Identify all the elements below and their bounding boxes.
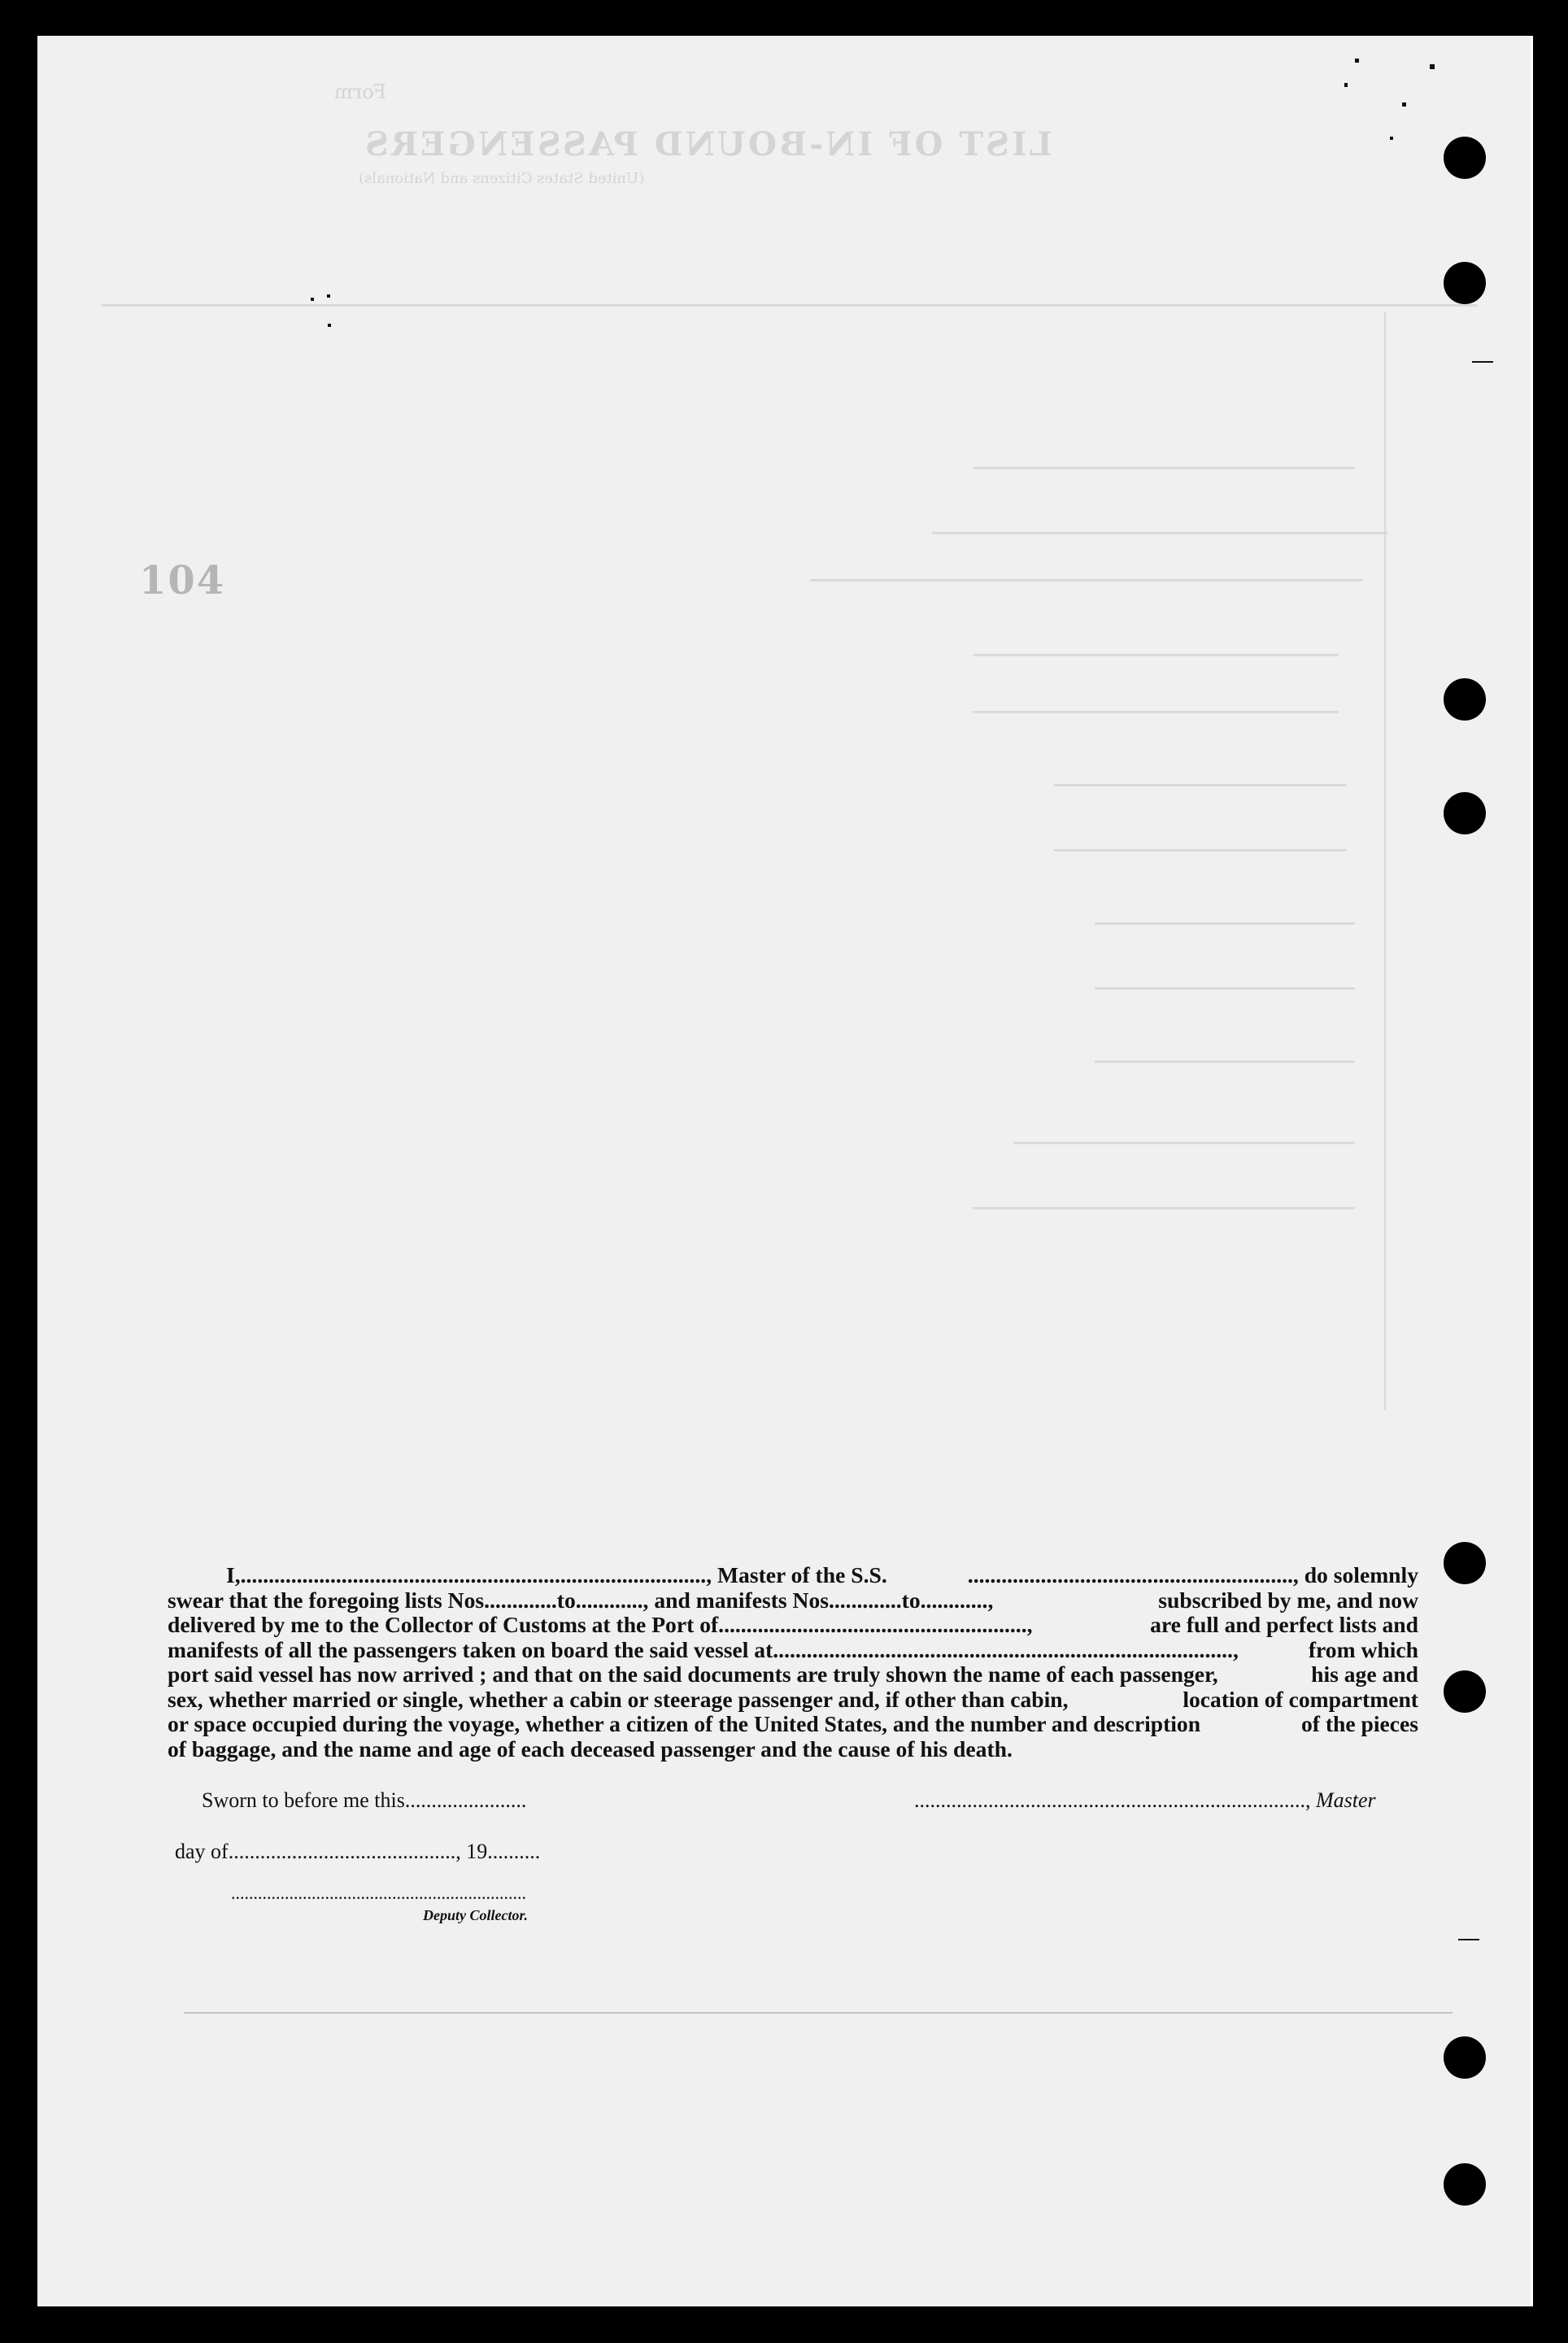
reverse-row (973, 711, 1339, 713)
oath-text: port said vessel has now arrived ; and that on the said documents are truly shown the name of each passenger, (168, 1661, 1218, 1687)
oath-text: subscribed by me, and now (1158, 1587, 1418, 1613)
reverse-form-label: Form (334, 81, 387, 103)
reverse-row (1054, 849, 1347, 851)
day-of-line: day of..........................................., 19.......... (175, 1840, 541, 1863)
oath-text: from which (1308, 1636, 1418, 1662)
sworn-before-line: Sworn to before me this....................... (202, 1788, 527, 1812)
reverse-row (1054, 784, 1347, 786)
masters-oath (168, 1563, 1418, 1762)
oath-line (168, 1712, 1418, 1737)
reverse-row (810, 579, 1363, 581)
punch-hole (1444, 262, 1486, 304)
speck (327, 294, 330, 298)
document-page (37, 36, 1533, 2306)
oath-line (168, 1638, 1418, 1663)
reverse-row (932, 532, 1387, 534)
oath-text: .........................................................., do solemnly (967, 1562, 1418, 1587)
oath-line (168, 1737, 1418, 1762)
margin-page-number: 104 (139, 558, 226, 603)
form-top-rule (101, 304, 1451, 306)
reverse-row (1013, 1142, 1355, 1144)
punch-hole (1444, 2036, 1486, 2079)
oath-text: delivered by me to the Collector of Customs at the Port of......................................................., (168, 1612, 1033, 1637)
oath-line (168, 1613, 1418, 1638)
reverse-row (1095, 1060, 1355, 1063)
reverse-subtitle: (United States Citizens and Nationals) (359, 170, 645, 187)
oath-line (168, 1688, 1418, 1713)
oath-text: location of compartment (1183, 1686, 1418, 1712)
oath-text: sex, whether married or single, whether a cabin or steerage passenger and, if other than cabin, (168, 1686, 1069, 1712)
master-signature-dots: .........................................................................., (914, 1788, 1311, 1812)
punch-hole (1444, 1670, 1486, 1713)
oath-text: swear that the foregoing lists Nos.............to............, and manifests Nos.............to............, (168, 1587, 994, 1613)
reverse-row (973, 467, 1355, 469)
speck (1430, 64, 1435, 69)
master-signature-line (914, 1788, 1376, 1813)
punch-hole (1444, 1542, 1486, 1584)
speck (1402, 102, 1406, 107)
oath-text: or space occupied during the voyage, whether a citizen of the United States, and the number and description (168, 1711, 1201, 1736)
speck (1344, 83, 1348, 87)
punch-hole (1444, 678, 1486, 721)
speck (1472, 361, 1493, 363)
punch-hole (1444, 792, 1486, 834)
speck (328, 324, 331, 327)
reverse-row (1095, 987, 1355, 990)
oath-line (168, 1662, 1418, 1688)
form-bottom-rule (184, 2012, 1453, 2014)
reverse-row (973, 654, 1339, 656)
deputy-signature-dots: .................................................................. (231, 1883, 526, 1903)
speck (311, 298, 314, 301)
speck (1390, 137, 1393, 140)
punch-hole (1444, 2163, 1486, 2206)
reverse-row (973, 1207, 1355, 1209)
master-label: Master (1316, 1788, 1376, 1812)
oath-text: are full and perfect lists and (1150, 1612, 1418, 1637)
oath-line (168, 1563, 1418, 1588)
oath-text: his age and (1311, 1661, 1418, 1687)
form-right-rule (1384, 312, 1386, 1410)
reverse-title: LIST OF IN-BOUND PASSENGERS (363, 125, 1052, 163)
oath-text: of baggage, and the name and age of each deceased passenger and the cause of his death. (168, 1735, 1013, 1762)
speck (1355, 59, 1359, 63)
oath-text: manifests of all the passengers taken on board the said vessel at.................................................................................., (168, 1636, 1239, 1662)
deputy-collector-label: Deputy Collector. (423, 1907, 528, 1923)
reverse-row (1095, 922, 1355, 925)
oath-text: I,..................................................................................., Master of the S.S. (226, 1562, 887, 1587)
oath-text: of the pieces (1300, 1711, 1418, 1736)
punch-hole (1444, 137, 1486, 179)
oath-line (168, 1588, 1418, 1614)
speck (1458, 1939, 1479, 1940)
